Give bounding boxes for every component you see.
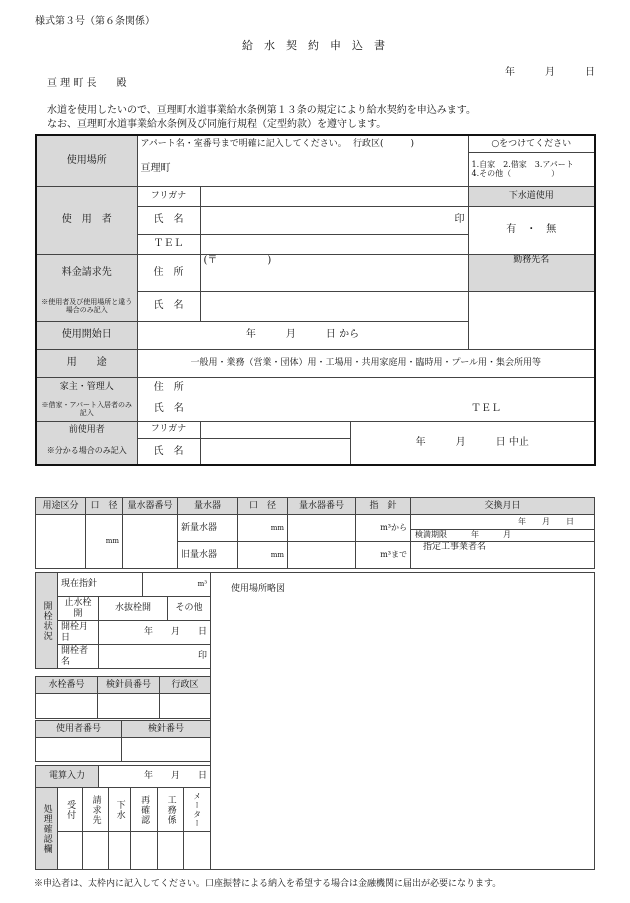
stamp-reception[interactable] bbox=[58, 832, 83, 870]
ward-input[interactable] bbox=[160, 694, 211, 719]
process-billing: 請求先 bbox=[83, 788, 109, 832]
stamp-meter[interactable] bbox=[184, 832, 211, 870]
user-label: 使 用 者 bbox=[36, 186, 137, 254]
seal-mark: 印 bbox=[454, 214, 465, 226]
work-label: 勤務先名 bbox=[468, 254, 595, 291]
usage-label: 用 途 bbox=[36, 349, 137, 377]
user-tel-label: ＴＥＬ bbox=[137, 234, 200, 254]
exchange-date[interactable]: 年 月 日 検満期限 年 月 bbox=[411, 515, 595, 542]
current-reading-label: 現在指針 bbox=[58, 573, 143, 597]
other-option[interactable]: その他 bbox=[168, 597, 211, 621]
stop-valve[interactable]: 止水栓開 bbox=[58, 597, 99, 621]
prev-stop-date[interactable]: 年 月 日 中止 bbox=[350, 421, 595, 465]
form-number: 様式第３号（第６条関係） bbox=[35, 16, 155, 27]
start-date[interactable]: 年 月 日 から bbox=[137, 321, 468, 349]
process-sewer: 下水 bbox=[109, 788, 131, 832]
open-date-label: 開栓月日 bbox=[58, 621, 99, 645]
col-meter-no: 量水器番号 bbox=[123, 498, 178, 515]
work-input[interactable] bbox=[468, 291, 595, 349]
process-works: 工務係 bbox=[158, 788, 184, 832]
billing-label: 料金請求先 bbox=[36, 254, 137, 291]
user-no-input[interactable] bbox=[36, 738, 122, 762]
computer-table bbox=[35, 765, 211, 788]
ward-label: 行政区 bbox=[160, 677, 211, 694]
postal-code: (〒 ) bbox=[203, 254, 272, 266]
owner-name-input[interactable] bbox=[200, 397, 468, 421]
process-recheck: 再確認 bbox=[131, 788, 158, 832]
col-exchange: 交換月日 bbox=[411, 498, 595, 515]
open-date-input[interactable]: 年 月 日 bbox=[99, 621, 211, 645]
user-furigana-label: フリガナ bbox=[137, 186, 200, 206]
applicant-form bbox=[35, 134, 596, 466]
place-note: アパート名・室番号まで明確に記入してください。 bbox=[137, 135, 350, 152]
read-no-input[interactable] bbox=[122, 738, 211, 762]
usage-cell[interactable] bbox=[36, 515, 86, 569]
billing-name-input[interactable] bbox=[200, 291, 468, 321]
user-name-input[interactable] bbox=[200, 206, 468, 234]
prev-label: 前使用者 bbox=[36, 421, 137, 438]
prev-furigana-label: フリガナ bbox=[137, 421, 200, 438]
contractor[interactable]: 指定工事業者名 bbox=[411, 542, 595, 569]
opener-input[interactable]: 印 bbox=[99, 645, 211, 669]
opener-label: 開栓者名 bbox=[58, 645, 99, 669]
billing-address-input[interactable] bbox=[200, 254, 468, 291]
process-table bbox=[35, 787, 211, 870]
ward-field[interactable]: 行政区( ) bbox=[350, 135, 468, 152]
site-map-label: 使用場所略図 bbox=[231, 584, 286, 594]
date-line[interactable]: 年 月 日 bbox=[505, 67, 595, 78]
stamp-sewer[interactable] bbox=[109, 832, 131, 870]
old-meter-label: 旧量水器 bbox=[178, 542, 238, 569]
read-no-label: 検針番号 bbox=[122, 721, 211, 738]
place-town[interactable]: 亘理町 bbox=[140, 163, 171, 174]
owner-address-label: 住 所 bbox=[137, 377, 200, 397]
stamp-works[interactable] bbox=[158, 832, 184, 870]
reader-no-input[interactable] bbox=[98, 694, 160, 719]
computer-label: 電算入力 bbox=[36, 766, 99, 788]
intro-line-1: 水道を使用したいので、亘理町水道事業給水条例第１３条の規定により給水契約を申込みます。 bbox=[47, 105, 476, 116]
meter-table bbox=[35, 497, 595, 569]
billing-address-label: 住 所 bbox=[137, 254, 200, 291]
addressee: 亘 理 町 長 殿 bbox=[47, 78, 127, 89]
prev-name-label: 氏 名 bbox=[137, 438, 200, 465]
site-map-area[interactable] bbox=[210, 572, 595, 870]
reader-no-label: 検針員番号 bbox=[98, 677, 160, 694]
intro-line-2: なお、亘理町水道事業給水条例及び同施行規程（定型約款）を遵守します。 bbox=[47, 119, 387, 130]
number-table bbox=[35, 676, 211, 719]
owner-name-label: 氏 名 bbox=[137, 397, 200, 421]
sewer-choice[interactable]: 有 ・ 無 bbox=[468, 206, 595, 254]
new-meter-bore[interactable]: mm bbox=[238, 515, 288, 542]
hydrant-no-label: 水栓番号 bbox=[36, 677, 98, 694]
old-meter-no[interactable] bbox=[288, 542, 356, 569]
new-meter-from[interactable]: m³から bbox=[356, 515, 411, 542]
user-tel-input[interactable] bbox=[200, 234, 468, 254]
col-meter: 量水器 bbox=[178, 498, 238, 515]
bore-cell[interactable]: mm bbox=[86, 515, 123, 569]
owner-tel[interactable]: ＴＥＬ bbox=[471, 403, 502, 414]
circle-instruction: ○をつけてください bbox=[468, 135, 595, 152]
owner-label: 家主・管理人 bbox=[36, 377, 137, 397]
user-number-table bbox=[35, 720, 211, 762]
open-status-table bbox=[35, 572, 211, 669]
new-meter-no[interactable] bbox=[288, 515, 356, 542]
process-reception: 受付 bbox=[58, 788, 83, 832]
col-meter-no-2: 量水器番号 bbox=[288, 498, 356, 515]
place-label: 使用場所 bbox=[36, 135, 137, 186]
col-usage: 用途区分 bbox=[36, 498, 86, 515]
drain-valve[interactable]: 水抜栓開 bbox=[99, 597, 168, 621]
housing-options[interactable]: 1.自家 2.借家 3.アパート 4.その他（ ） bbox=[468, 152, 595, 186]
hydrant-no-input[interactable] bbox=[36, 694, 98, 719]
new-meter-label: 新量水器 bbox=[178, 515, 238, 542]
billing-name-label: 氏 名 bbox=[137, 291, 200, 321]
prev-furigana-input[interactable] bbox=[200, 421, 350, 438]
open-status-label: 開栓状況 bbox=[36, 573, 58, 669]
col-bore: 口 径 bbox=[86, 498, 123, 515]
meter-no-cell[interactable] bbox=[123, 515, 178, 569]
start-label: 使用開始日 bbox=[36, 321, 137, 349]
user-no-label: 使用者番号 bbox=[36, 721, 122, 738]
process-label: 処理確認欄 bbox=[36, 788, 58, 870]
usage-options[interactable]: 一般用・業務（営業・団体）用・工場用・共用家庭用・臨時用・プール用・集会所用等 bbox=[137, 349, 595, 377]
user-furigana-input[interactable] bbox=[200, 186, 468, 206]
prev-name-input[interactable] bbox=[200, 438, 350, 465]
user-name-label: 氏 名 bbox=[137, 206, 200, 234]
stamp-recheck[interactable] bbox=[131, 832, 158, 870]
prev-note: ※分かる場合のみ記入 bbox=[36, 438, 137, 465]
old-meter-to[interactable]: m³まで bbox=[356, 542, 411, 569]
col-bore-2: 口 径 bbox=[238, 498, 288, 515]
process-meter: メーター bbox=[184, 788, 211, 832]
col-reading: 指 針 bbox=[356, 498, 411, 515]
old-meter-bore[interactable]: mm bbox=[238, 542, 288, 569]
computer-date[interactable]: 年 月 日 bbox=[99, 766, 211, 788]
stamp-billing[interactable] bbox=[83, 832, 109, 870]
footer-note: ※申込者は、太枠内に記入してください。口座振替による納入を希望する場合は金融機関に届出が必要になります。 bbox=[34, 879, 502, 889]
owner-note: ※借家・アパート入居者のみ記入 bbox=[36, 397, 137, 421]
owner-address-input[interactable] bbox=[200, 377, 595, 397]
billing-note: ※使用者及び使用場所と違う場合のみ記入 bbox=[36, 291, 137, 321]
form-title: 給 水 契 約 申 込 書 bbox=[242, 39, 385, 52]
sewer-label: 下水道使用 bbox=[468, 186, 595, 206]
current-reading-input[interactable]: m³ bbox=[143, 573, 211, 597]
